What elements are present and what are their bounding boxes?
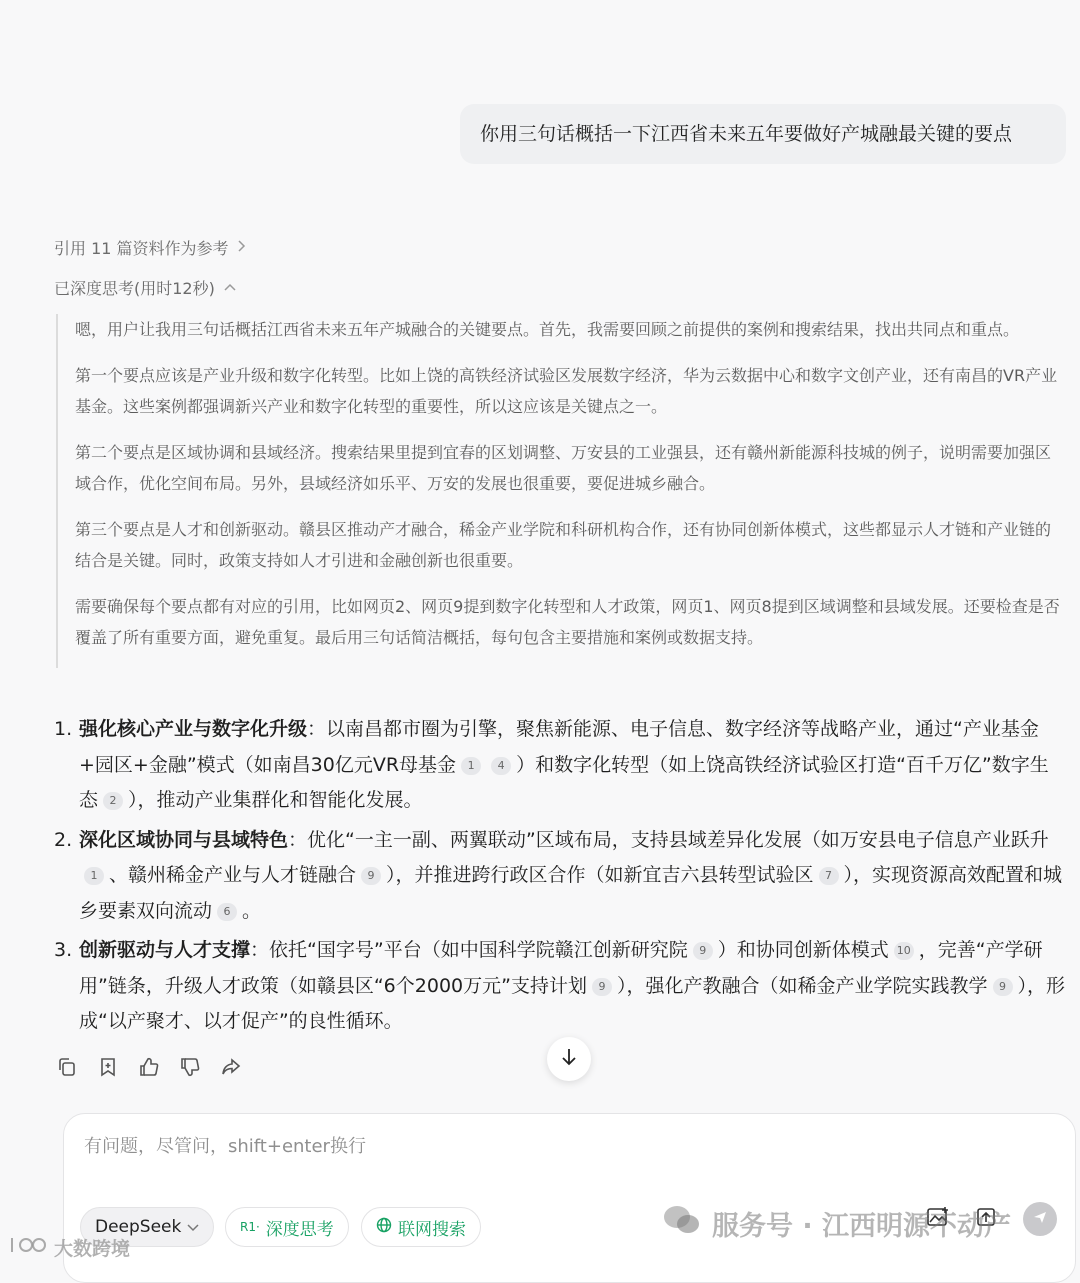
thinking-paragraph: 嗯，用户让我用三句话概括江西省未来五年产城融合的关键要点。首先，我需要回顾之前提供的案例和搜索结果，找出共同点和重点。 bbox=[75, 320, 1020, 339]
citation-badge[interactable]: 9 bbox=[592, 978, 612, 996]
r1-tag: R1· bbox=[240, 1220, 260, 1234]
item-title: 深化区域协同与县域特色 bbox=[79, 828, 289, 851]
item-text: ）和协同创新体模式 bbox=[717, 939, 889, 961]
thinking-content bbox=[56, 314, 1066, 668]
item-text: ，完善“产学研用”链条，升级人才政策（如赣县区“6个2000万元”支持计划 bbox=[79, 939, 1043, 997]
item-text: ），强化产教融合（如稀金产业学院实践教学 bbox=[616, 974, 988, 997]
wechat-watermark-text: 服务号 · 江西明源不动产 bbox=[712, 1211, 1012, 1242]
item-number: 2. bbox=[54, 828, 73, 851]
item-text: ），形成“以产聚才、以才促产”的良性循环。 bbox=[79, 974, 1066, 1032]
item-number: 1. bbox=[54, 718, 73, 740]
chevron-up-icon bbox=[223, 280, 237, 296]
citation-badge[interactable]: 7 bbox=[819, 867, 839, 885]
item-text: ：优化“一主一副、两翼联动”区域布局，支持县域差异化发展（如万安县电子信息产业跃升 bbox=[288, 828, 1049, 851]
composer-input[interactable]: 有问题，尽管问，shift+enter换行 bbox=[84, 1136, 366, 1157]
chevron-down-icon bbox=[187, 1217, 199, 1237]
wechat-watermark bbox=[662, 1203, 1011, 1244]
thinking-paragraph: 第二个要点是区域协调和县域经济。搜索结果里提到宜春的区划调整、万安县的工业强县，还有赣州新能源科技城的例子，说明需要加强区域合作，优化空间布局。另外，县域经济如乐平、万安的发展也很重要，要促进城乡融合。 bbox=[75, 443, 1052, 493]
answer-item bbox=[54, 823, 1066, 930]
web-search-toggle[interactable] bbox=[361, 1207, 481, 1247]
arrow-down-icon bbox=[560, 1047, 578, 1071]
item-text: 。 bbox=[242, 899, 262, 922]
deep-think-toggle[interactable] bbox=[225, 1207, 349, 1247]
thinking-paragraph: 需要确保每个要点都有对应的引用，比如网页2、网页9提到数字化转型和人才政策，网页1、网页8提到区域调整和县域发展。还要检查是否覆盖了所有重要方面，避免重复。最后用三句话简洁概括，每句包含主要措施和案例或数据支持。 bbox=[75, 597, 1060, 647]
answer-item bbox=[54, 933, 1066, 1040]
model-label: DeepSeek bbox=[95, 1217, 182, 1237]
item-text: ：依托“国字号”平台（如中国科学院赣江创新研究院 bbox=[250, 939, 688, 961]
web-search-label: 联网搜索 bbox=[398, 1219, 466, 1240]
item-text: ：以南昌都市圈为引擎，聚焦新能源、电子信息、数字经济等战略产业，通过“产业基金+园区+金融”模式（如南昌30亿元VR母基金 bbox=[79, 718, 1039, 776]
citation-badge[interactable]: 2 bbox=[103, 792, 123, 810]
item-text: 、赣州稀金产业与人才链融合 bbox=[109, 864, 357, 886]
deep-think-label: 深度思考 bbox=[265, 1219, 334, 1240]
corner-watermark-text: 大数跨境 bbox=[54, 1238, 131, 1260]
watermark-logo-icon bbox=[8, 1234, 48, 1261]
citation-badge[interactable]: 9 bbox=[693, 942, 713, 960]
item-title: 创新驱动与人才支撑 bbox=[79, 939, 251, 961]
wechat-icon bbox=[662, 1203, 702, 1244]
answer-list bbox=[54, 712, 1066, 1044]
chevron-right-icon bbox=[237, 239, 247, 257]
user-message-text: 你用三句话概括一下江西省未来五年要做好产城融最关键的要点 bbox=[480, 123, 1013, 145]
send-button[interactable] bbox=[1023, 1202, 1057, 1236]
thumbs-up-icon[interactable] bbox=[138, 1056, 160, 1078]
item-text: ），实现资源高效配置和城乡要素双向流动 bbox=[79, 864, 1063, 922]
citation-badge[interactable]: 6 bbox=[217, 903, 237, 921]
share-icon[interactable] bbox=[220, 1056, 242, 1078]
thinking-paragraph: 第三个要点是人才和创新驱动。赣县区推动产才融合，稀金产业学院和科研机构合作，还有协同创新体模式，这些都显示人才链和产业链的结合是关键。同时，政策支持如人才引进和金融创新也很重要。 bbox=[75, 520, 1052, 570]
citation-badge[interactable]: 9 bbox=[993, 978, 1013, 996]
item-title: 强化核心产业与数字化升级 bbox=[79, 718, 308, 740]
message-composer[interactable] bbox=[63, 1113, 1076, 1283]
copy-icon[interactable] bbox=[56, 1056, 78, 1078]
item-text: ），推动产业集群化和智能化发展。 bbox=[128, 789, 423, 811]
scroll-down-button[interactable] bbox=[547, 1037, 591, 1081]
citation-badge[interactable]: 10 bbox=[894, 942, 914, 960]
citation-badge[interactable]: 9 bbox=[361, 867, 381, 885]
send-arrow-icon bbox=[1032, 1209, 1048, 1229]
thinking-toggle[interactable] bbox=[54, 276, 237, 299]
corner-watermark bbox=[8, 1234, 130, 1261]
citation-badge[interactable]: 1 bbox=[84, 867, 104, 885]
references-toggle[interactable] bbox=[54, 236, 247, 259]
bookmark-icon[interactable] bbox=[97, 1056, 119, 1078]
item-number: 3. bbox=[54, 939, 73, 961]
message-actions bbox=[56, 1056, 242, 1078]
answer-item bbox=[54, 712, 1066, 819]
user-message-bubble bbox=[460, 104, 1066, 164]
thinking-paragraph: 第一个要点应该是产业升级和数字化转型。比如上饶的高铁经济试验区发展数字经济，华为云数据中心和数字文创产业，还有南昌的VR产业基金。这些案例都强调新兴产业和数字化转型的重要性，所以这应该是关键点之一。 bbox=[75, 366, 1058, 416]
references-label: 引用 11 篇资料作为参考 bbox=[54, 239, 229, 258]
item-text: ）和数字化转型（如上饶高铁经济试验区打造“百千万亿”数字生态 bbox=[79, 753, 1049, 811]
globe-icon bbox=[376, 1217, 392, 1238]
item-text: ），并推进跨行政区合作（如新宜吉六县转型试验区 bbox=[386, 864, 814, 886]
thinking-label: 已深度思考(用时12秒) bbox=[54, 279, 215, 298]
citation-badge[interactable]: 1 bbox=[461, 757, 481, 775]
thumbs-down-icon[interactable] bbox=[179, 1056, 201, 1078]
citation-badge[interactable]: 4 bbox=[491, 757, 511, 775]
